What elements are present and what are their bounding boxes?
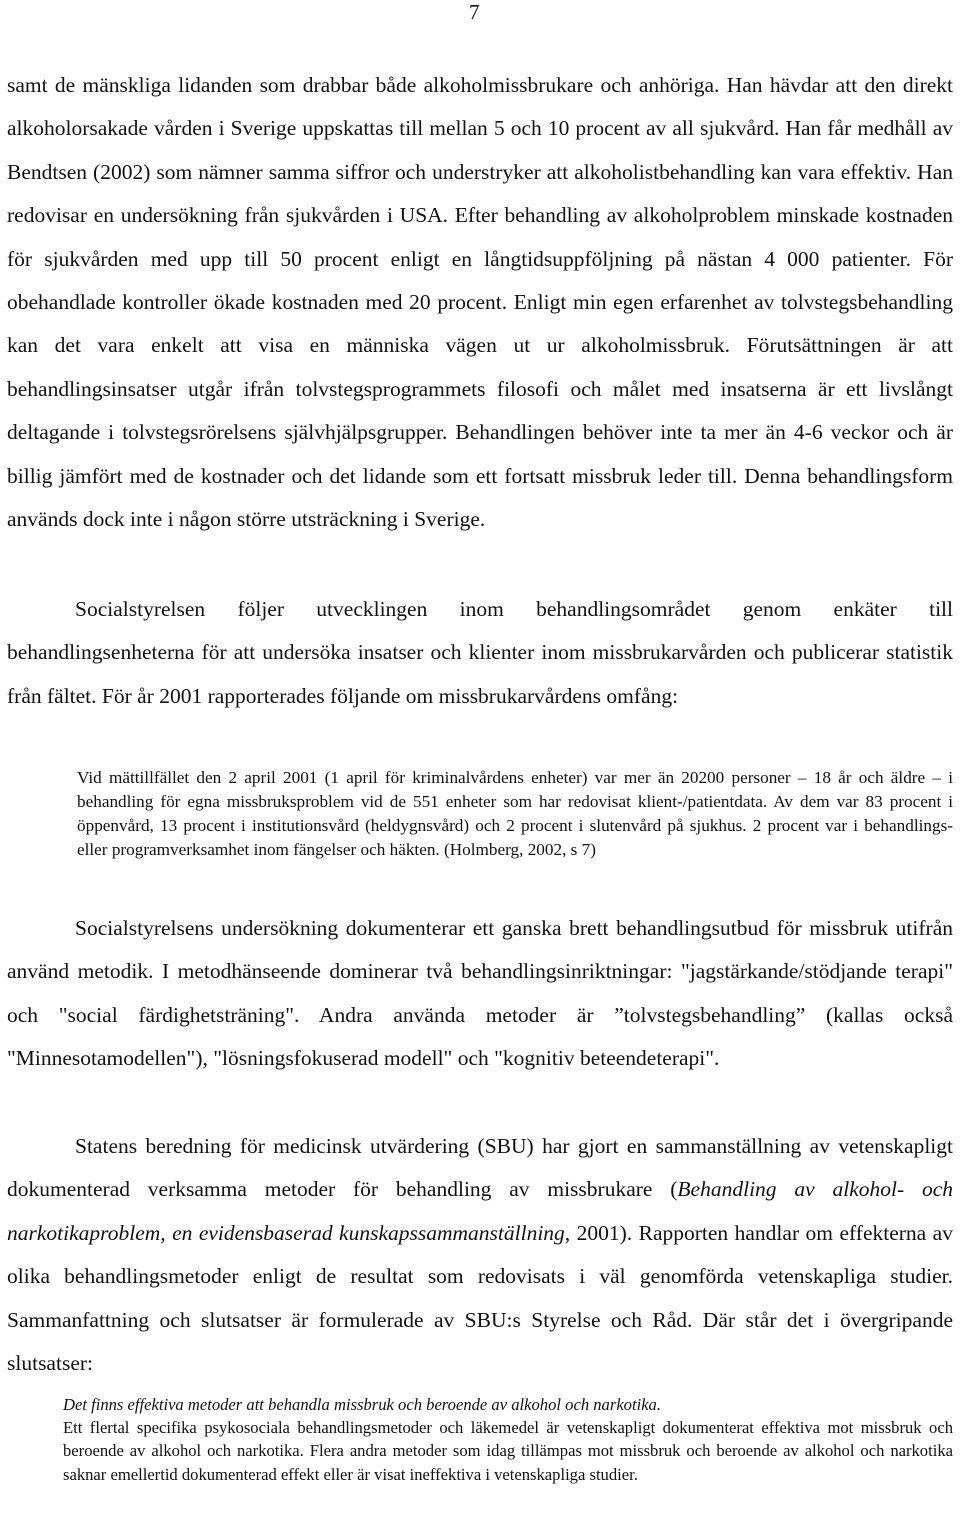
paragraph-text: Socialstyrelsens undersökning dokumenterar ett ganska brett behandlingsutbud för missbruk utifrån använd metodik. I metodhänseende dominerar två behandlingsinriktningar: "jagstärkande/stödjande terapi" och "social färdighetsträning". Andra använda metoder är ”tolvstegsbehandling” (kallas också "Minnesotamodellen"), "lösningsfokuserad modell" och "kognitiv beteendeterapi". [7, 916, 953, 1071]
sbu-conclusions [63, 1393, 953, 1486]
conclusion-headline: Det finns effektiva metoder att behandla missbruk och beroende av alkohol och narkotika. [63, 1395, 662, 1414]
quote-text: Vid mättillfället den 2 april 2001 (1 april för kriminalvårdens enheter) var mer än 20200 personer – 18 år och äldre – i behandling för egna missbruksproblem vid de 551 enheter som har redovisat klient-/patientdata. Av dem var 83 procent i öppenvård, 13 procent i institutionsvård (heldygnsvård) och 2 procent i slutenvård på sjukhus. 2 procent var i behandlings- eller programverksamhet inom fängelser och häkten. (Holmberg, 2002, s 7) [77, 768, 953, 859]
conclusion-text: Ett flertal specifika psykosociala behandlingsmetoder och läkemedel är vetenskapligt dokumenterat effektiva mot missbruk och beroende av alkohol och narkotika. Flera andra metoder som idag tillämpas mot missbruk och beroende av alkohol och narkotika saknar emellertid dokumenterad effekt eller är visat ineffektiva i vetenskapliga studier. [63, 1418, 953, 1484]
page-number: 7 [469, 0, 480, 24]
paragraph-cost-of-alcohol-care [7, 64, 953, 541]
paragraph-socialstyrelsen-survey [7, 588, 953, 718]
text-before-title: Statens beredning för medicinsk utvärdering (SBU) har gjort en sammanställning av vetenskapligt dokumenterad verksamma metoder för behandling av missbrukare ( [7, 1134, 953, 1202]
paragraph-treatment-methods [7, 907, 953, 1081]
conclusion-italic-line [63, 1393, 953, 1416]
paragraph-sbu-report [7, 1125, 953, 1385]
block-quote-holmberg [77, 766, 953, 862]
paragraph-sbu-text [7, 1125, 953, 1385]
paragraph-text: Socialstyrelsen följer utvecklingen inom behandlingsområdet genom enkäter till behandlingsenheterna för att undersöka insatser och klienter inom missbrukarvården och publicerar statistik från fältet. För år 2001 rapporterades följande om missbrukarvårdens omfång: [7, 597, 953, 708]
paragraph-text: samt de mänskliga lidanden som drabbar både alkoholmissbrukare och anhöriga. Han hävdar att den direkt alkoholorsakade vården i Sverige uppskattas till mellan 5 och 10 procent av all sjukvård. Han får medhåll av Bendtsen (2002) som nämner samma siffror och understryker att alkoholistbehandling kan vara effektiv. Han redovisar en undersökning från sjukvården i USA. Efter behandling av alkoholproblem minskade kostnaden för sjukvården med upp till 50 procent enligt en långtidsuppföljning på nästan 4 000 patienter. För obehandlade kontroller ökade kostnaden med 20 procent. Enligt min egen erfarenhet av tolvstegsbehandling kan det vara enkelt att visa en människa vägen ut ur alkoholmissbruk. Förutsättningen är att behandlingsinsatser utgår ifrån tolvstegsprogrammets filosofi och målet med insatserna är ett livslångt deltagande i tolvstegsrörelsens självhjälpsgrupper. Behandlingen behöver inte ta mer än 4-6 veckor och är billig jämfört med de kostnader och det lidande som ett fortsatt missbruk leder till. Denna behandlingsform används dock inte i någon större utsträckning i Sverige. [7, 73, 953, 532]
report-title: Behandling av alkohol- och narkotikaproblem, en evidensbaserad kunskapssammanställning [7, 1177, 953, 1245]
text-after-title: , 2001). Rapporten handlar om effekterna av olika behandlingsmetoder enligt de resultat som redovisats i väl genomförda vetenskapliga studier. Sammanfattning och slutsatser är formulerade av SBU:s Styrelse och Råd. Där står det i övergripande slutsatser: [7, 1220, 953, 1376]
